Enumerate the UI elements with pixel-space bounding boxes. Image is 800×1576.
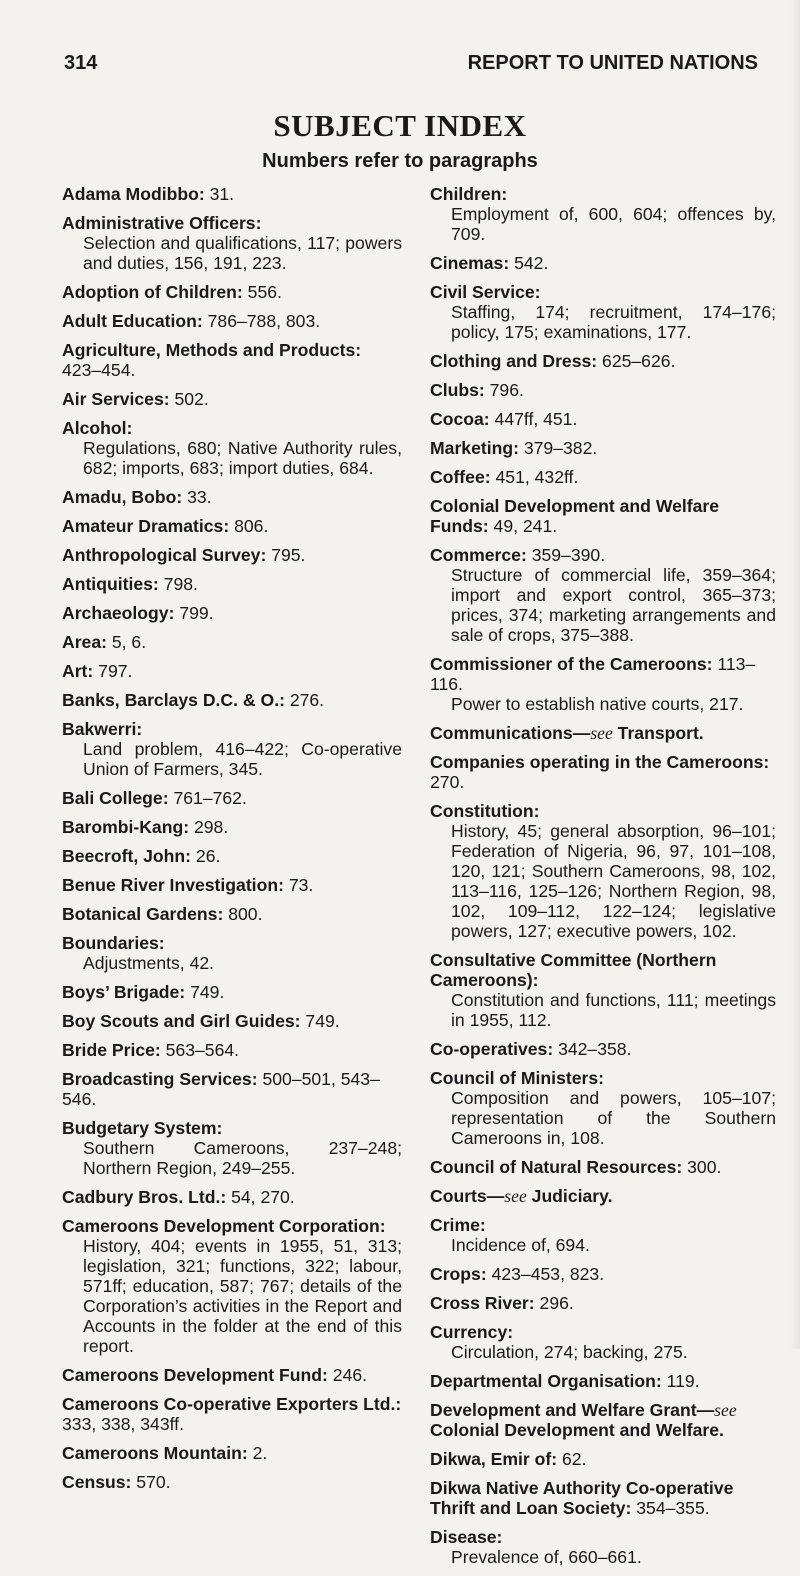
index-entry	[430, 723, 776, 743]
entry-heading: Commerce:	[430, 545, 527, 565]
see-reference: see	[504, 1186, 527, 1206]
entry-heading-line	[62, 1443, 402, 1463]
entry-heading-line	[430, 1293, 776, 1313]
entry-heading-line	[62, 690, 402, 710]
entry-heading: Bakwerri:	[62, 719, 143, 739]
entry-heading-line	[430, 801, 776, 821]
entry-heading-line	[430, 351, 776, 371]
entry-heading-line	[62, 213, 402, 233]
entry-subheading: Incidence of, 694.	[451, 1235, 590, 1255]
index-entry	[62, 982, 402, 1002]
entry-locators: 749.	[185, 982, 225, 1002]
index-entry	[62, 719, 402, 779]
entry-subheading: History, 404; events in 1955, 51, 313; legislation, 321; functions, 322; labour, 571ff; education, 587; 767; details of the Corporation’s activities in the Report and Accounts in the folder at the end of this report.	[83, 1236, 402, 1356]
entry-heading: Benue River Investigation:	[62, 875, 284, 895]
entry-subheading: Structure of commercial life, 359–364; import and export control, 365–373; prices, 374; marketing arrangements and sale of crops, 375–388.	[451, 565, 776, 645]
index-entry	[62, 788, 402, 808]
entry-heading: Companies operating in the Cameroons:	[430, 752, 770, 772]
entry-subheading: Selection and qualifications, 117; powers and duties, 156, 191, 223.	[83, 233, 402, 273]
entry-subheading: Employment of, 600, 604; offences by, 709.	[451, 204, 776, 244]
index-entry	[62, 661, 402, 681]
entry-locators: 342–358.	[553, 1039, 632, 1059]
entry-locators: 26.	[191, 846, 221, 866]
entry-heading: Commissioner of the Cameroons:	[430, 654, 713, 674]
entry-heading-line	[62, 846, 402, 866]
entry-heading-line	[430, 1527, 776, 1547]
entry-heading: Administrative Officers:	[62, 213, 262, 233]
index-entry	[430, 253, 776, 273]
entry-locators: 49, 241.	[488, 516, 558, 536]
entry-heading-line	[62, 1394, 402, 1434]
entry-heading-line	[62, 933, 402, 953]
index-entry	[430, 496, 776, 536]
entry-heading: Civil Service:	[430, 282, 541, 302]
entry-heading: Air Services:	[62, 389, 170, 409]
entry-heading-line	[62, 1118, 402, 1138]
entry-subheading: Constitution and functions, 111; meetings in 1955, 112.	[451, 990, 776, 1030]
index-entry	[62, 311, 402, 331]
entry-heading: Barombi-Kang:	[62, 817, 190, 837]
entry-heading: Broadcasting Services:	[62, 1069, 258, 1089]
entry-heading: Marketing:	[430, 438, 519, 458]
entry-heading: Adoption of Children:	[62, 282, 243, 302]
entry-heading-line	[62, 1365, 402, 1385]
entry-locators: 270.	[430, 772, 465, 792]
entry-heading: Archaeology:	[62, 603, 175, 623]
entry-heading-line	[62, 1187, 402, 1207]
index-entry	[430, 409, 776, 429]
index-entry	[62, 603, 402, 623]
entry-heading: Cameroons Development Corporation:	[62, 1216, 386, 1236]
entry-heading: Boys’ Brigade:	[62, 982, 186, 1002]
index-entry	[62, 1118, 402, 1178]
index-title: SUBJECT INDEX	[273, 108, 527, 143]
index-entry	[430, 950, 776, 1030]
entry-heading-line	[430, 545, 776, 565]
entry-locators: 798.	[158, 574, 198, 594]
entry-locators: 502.	[169, 389, 209, 409]
entry-locators: 31.	[204, 184, 235, 204]
entry-heading-line	[62, 719, 402, 739]
entry-heading-line	[62, 282, 402, 302]
entry-heading-line	[62, 1040, 402, 1060]
index-entry	[430, 1449, 776, 1469]
index-entry	[430, 654, 776, 714]
index-entry	[62, 1187, 402, 1207]
entry-heading-line	[430, 723, 776, 743]
index-entry	[430, 545, 776, 645]
index-entry	[62, 184, 402, 204]
entry-locators: 62.	[557, 1449, 587, 1469]
entry-heading-line	[430, 184, 776, 204]
entry-heading-line	[62, 545, 402, 565]
index-entry	[430, 752, 776, 792]
entry-heading: Currency:	[430, 1322, 514, 1342]
entry-heading-line	[430, 1039, 776, 1059]
entry-heading: Clubs:	[430, 380, 485, 400]
entry-heading-line	[430, 654, 776, 694]
entry-heading: Constitution:	[430, 801, 540, 821]
entry-locators: 296.	[534, 1293, 574, 1313]
entry-heading: Boundaries:	[62, 933, 165, 953]
entry-heading: Alcohol:	[62, 418, 133, 438]
entry-heading-line	[62, 788, 402, 808]
index-entry	[430, 1478, 776, 1518]
entry-heading: Development and Welfare Grant—	[430, 1400, 715, 1420]
entry-heading: Cross River:	[430, 1293, 535, 1313]
entry-locators: 542.	[509, 253, 549, 273]
index-entry	[62, 282, 402, 302]
entry-heading: Bride Price:	[62, 1040, 161, 1060]
entry-heading-line	[62, 389, 402, 409]
entry-heading: Clothing and Dress:	[430, 351, 598, 371]
index-entry	[430, 438, 776, 458]
index-entry	[62, 1443, 402, 1463]
entry-heading-line	[430, 1322, 776, 1342]
index-entry	[62, 1365, 402, 1385]
entry-heading: Crops:	[430, 1264, 487, 1284]
index-entry	[430, 1322, 776, 1362]
entry-heading-line	[430, 1478, 776, 1518]
index-entry	[62, 904, 402, 924]
entry-heading-line	[430, 1400, 776, 1440]
entry-locators: 276.	[284, 690, 325, 710]
entry-subheading: Circulation, 274; backing, 275.	[451, 1342, 688, 1362]
entry-heading-line	[430, 1449, 776, 1469]
entry-subheading: Adjustments, 42.	[83, 953, 215, 973]
entry-heading: Coffee:	[430, 467, 491, 487]
index-entry	[430, 1186, 776, 1206]
cross-reference-target: Judiciary.	[526, 1186, 613, 1206]
entry-heading: Dikwa, Emir of:	[430, 1449, 558, 1469]
entry-heading: Cocoa:	[430, 409, 490, 429]
entry-heading-line	[430, 1068, 776, 1088]
entry-heading-line	[430, 496, 776, 536]
entry-heading-line	[430, 1371, 776, 1391]
entry-locators: 563–564.	[160, 1040, 240, 1060]
entry-heading: Consultative Committee (Northern Cameroons):	[430, 950, 717, 990]
entry-heading: Colonial Development and Welfare Funds:	[430, 496, 720, 536]
entry-heading-line	[62, 340, 402, 380]
entry-heading-line	[62, 1216, 402, 1236]
index-entry	[430, 1371, 776, 1391]
entry-locators: 797.	[93, 661, 133, 681]
entry-locators: 119.	[661, 1371, 700, 1391]
entry-heading-line	[62, 817, 402, 837]
index-entry	[430, 1400, 776, 1440]
entry-heading-line	[62, 904, 402, 924]
entry-heading-line	[62, 875, 402, 895]
entry-heading-line	[430, 1264, 776, 1284]
entry-heading-line	[62, 661, 402, 681]
entry-subheading: History, 45; general absorption, 96–101; Federation of Nigeria, 96, 97, 101–108, 120, 121; Southern Cameroons, 98, 102, 113–116, 125–126; Northern Region, 98, 102, 109–112, 122–124; legislative powers, 127; executive powers, 102.	[451, 821, 776, 941]
entry-subheading: Composition and powers, 105–107; representation of the Southern Cameroons in, 108.	[451, 1088, 776, 1148]
index-entry	[430, 801, 776, 941]
entry-locators: 625–626.	[597, 351, 676, 371]
index-entry	[62, 1394, 402, 1434]
entry-heading-line	[62, 311, 402, 331]
entry-subheading: Staffing, 174; recruitment, 174–176; policy, 175; examinations, 177.	[451, 302, 776, 342]
entry-heading: Botanical Gardens:	[62, 904, 224, 924]
entry-locators: 795.	[266, 545, 306, 565]
index-entry	[62, 545, 402, 565]
entry-heading: Cameroons Mountain:	[62, 1443, 248, 1463]
entry-heading-line	[62, 982, 402, 1002]
entry-locators: 500–501, 543–546.	[62, 1069, 380, 1109]
index-entry	[62, 1040, 402, 1060]
index-entry	[62, 340, 402, 380]
entry-locators: 333, 338, 343ff.	[62, 1414, 184, 1434]
index-entry	[62, 574, 402, 594]
index-entry	[62, 418, 402, 478]
entry-locators: 33.	[182, 487, 212, 507]
index-entry	[62, 389, 402, 409]
index-entry	[62, 1472, 402, 1492]
entry-heading-line	[430, 409, 776, 429]
index-entry	[62, 632, 402, 652]
entry-locators: 354–355.	[631, 1498, 710, 1518]
entry-heading-line	[430, 253, 776, 273]
entry-heading-line	[62, 1472, 402, 1492]
entry-locators: 786–788, 803.	[202, 311, 321, 331]
entry-heading-line	[430, 438, 776, 458]
index-entry	[430, 1527, 776, 1567]
entry-locators: 2.	[247, 1443, 268, 1463]
index-entry	[62, 817, 402, 837]
index-entry	[430, 184, 776, 244]
see-reference: see	[714, 1400, 737, 1420]
entry-heading: Children:	[430, 184, 508, 204]
entry-subheading: Power to establish native courts, 217.	[451, 694, 744, 714]
entry-heading: Adama Modibbo:	[62, 184, 205, 204]
entry-heading: Amadu, Bobo:	[62, 487, 183, 507]
entry-heading: Antiquities:	[62, 574, 159, 594]
entry-heading-line	[430, 380, 776, 400]
entry-heading-line	[430, 1215, 776, 1235]
entry-locators: 799.	[174, 603, 214, 623]
entry-heading-line	[430, 752, 776, 792]
entry-subheading: Regulations, 680; Native Authority rules, 682; imports, 683; import duties, 684.	[83, 438, 402, 478]
entry-locators: 749.	[300, 1011, 340, 1031]
entry-heading: Cadbury Bros. Ltd.:	[62, 1187, 227, 1207]
entry-locators: 800.	[223, 904, 263, 924]
index-entry	[430, 282, 776, 342]
entry-heading: Agriculture, Methods and Products:	[62, 340, 362, 360]
index-entry	[62, 1011, 402, 1031]
entry-heading: Cameroons Development Fund:	[62, 1365, 328, 1385]
entry-heading: Amateur Dramatics:	[62, 516, 230, 536]
entry-locators: 73.	[283, 875, 314, 895]
entry-heading-line	[430, 950, 776, 990]
entry-heading: Budgetary System:	[62, 1118, 223, 1138]
entry-locators: 359–390.	[526, 545, 606, 565]
entry-locators: 570.	[131, 1472, 171, 1492]
entry-locators: 113–116.	[430, 654, 756, 694]
index-entry	[62, 516, 402, 536]
index-entry	[62, 1216, 402, 1356]
page-number: 314	[64, 52, 98, 74]
entry-heading-line	[62, 1011, 402, 1031]
entry-heading: Census:	[62, 1472, 132, 1492]
index-entry	[62, 1069, 402, 1109]
running-head: REPORT TO UNITED NATIONS	[467, 52, 758, 74]
index-entry	[62, 213, 402, 273]
entry-locators: 379–382.	[518, 438, 598, 458]
entry-locators: 298.	[189, 817, 229, 837]
index-entry	[430, 1215, 776, 1255]
index-entry	[430, 1264, 776, 1284]
entry-locators: 451, 432ff.	[490, 467, 579, 487]
entry-heading-line	[62, 574, 402, 594]
entry-heading: Disease:	[430, 1527, 503, 1547]
entry-locators: 761–762.	[168, 788, 247, 808]
entry-subheading: Southern Cameroons, 237–248; Northern Region, 249–255.	[83, 1138, 402, 1178]
index-entry	[430, 1039, 776, 1059]
entry-heading: Art:	[62, 661, 94, 681]
index-entry	[430, 1293, 776, 1313]
entry-heading-line	[62, 603, 402, 623]
entry-heading: Adult Education:	[62, 311, 203, 331]
entry-subheading: Prevalence of, 660–661.	[451, 1547, 642, 1567]
entry-locators: 5, 6.	[106, 632, 147, 652]
entry-subheading: Land problem, 416–422; Co-operative Union of Farmers, 345.	[83, 739, 402, 779]
entry-heading: Area:	[62, 632, 107, 652]
see-reference: see	[590, 723, 613, 743]
index-entry	[430, 1157, 776, 1177]
entry-locators: 447ff, 451.	[489, 409, 578, 429]
entry-heading: Council of Ministers:	[430, 1068, 604, 1088]
entry-heading-line	[62, 487, 402, 507]
entry-heading: Co-operatives:	[430, 1039, 554, 1059]
entry-heading-line	[430, 1186, 776, 1206]
entry-heading: Crime:	[430, 1215, 486, 1235]
entry-heading-line	[62, 418, 402, 438]
entry-heading: Bali College:	[62, 788, 169, 808]
entry-heading-line	[62, 516, 402, 536]
index-entry	[62, 846, 402, 866]
entry-heading-line	[430, 467, 776, 487]
entry-heading: Courts—	[430, 1186, 505, 1206]
entry-heading: Council of Natural Resources:	[430, 1157, 683, 1177]
entry-locators: 796.	[484, 380, 524, 400]
index-entry	[62, 487, 402, 507]
page-edge-shadow	[790, 0, 800, 1349]
right-column	[430, 184, 776, 1576]
entry-heading-line	[62, 1069, 402, 1109]
left-column	[62, 184, 402, 1501]
entry-heading: Departmental Organisation:	[430, 1371, 662, 1391]
index-entry	[62, 875, 402, 895]
entry-heading-line	[62, 632, 402, 652]
cross-reference-target: Transport.	[612, 723, 704, 743]
index-entry	[430, 380, 776, 400]
entry-heading: Anthropological Survey:	[62, 545, 267, 565]
entry-heading: Beecroft, John:	[62, 846, 192, 866]
cross-reference-target: Colonial Development and Welfare.	[430, 1420, 724, 1440]
entry-heading: Cameroons Co-operative Exporters Ltd.:	[62, 1394, 402, 1414]
entry-locators: 246.	[327, 1365, 368, 1385]
entry-heading-line	[430, 1157, 776, 1177]
entry-heading-line	[430, 282, 776, 302]
entry-heading: Dikwa Native Authority Co-operative Thrift and Loan Society:	[430, 1478, 734, 1518]
entry-locators: 54, 270.	[226, 1187, 295, 1207]
entry-locators: 423–453, 823.	[486, 1264, 605, 1284]
index-entry	[430, 1068, 776, 1148]
entry-heading: Cinemas:	[430, 253, 510, 273]
page-header	[64, 52, 776, 80]
index-entry	[62, 933, 402, 973]
index-subtitle: Numbers refer to paragraphs	[262, 150, 538, 172]
entry-locators: 556.	[242, 282, 282, 302]
index-entry	[62, 690, 402, 710]
index-entry	[430, 467, 776, 487]
index-entry	[430, 351, 776, 371]
entry-heading: Communications—	[430, 723, 591, 743]
entry-heading-line	[62, 184, 402, 204]
entry-locators: 423–454.	[62, 360, 136, 380]
entry-locators: 300.	[682, 1157, 722, 1177]
entry-heading: Banks, Barclays D.C. & O.:	[62, 690, 285, 710]
entry-heading: Boy Scouts and Girl Guides:	[62, 1011, 301, 1031]
entry-locators: 806.	[229, 516, 269, 536]
